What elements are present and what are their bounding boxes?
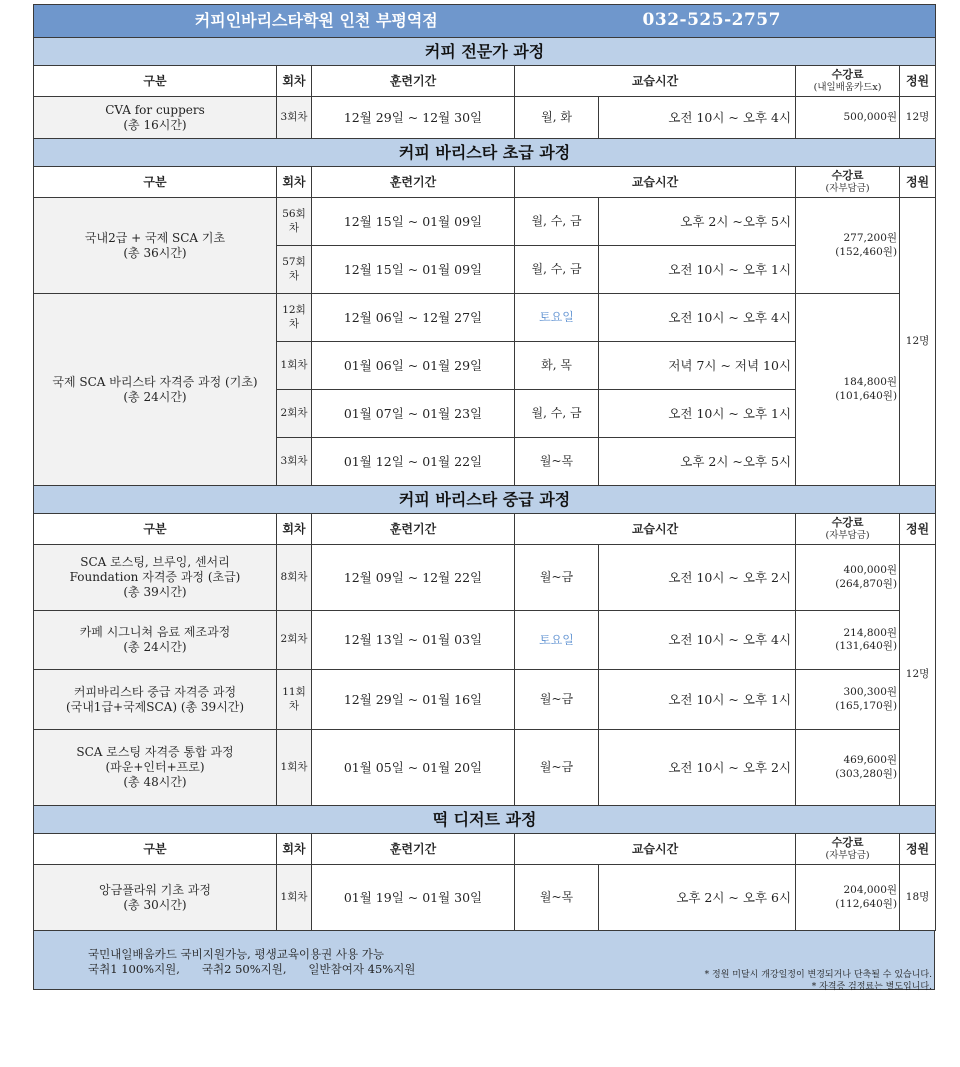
course-name-line: SCA 로스팅 자격증 통합 과정 — [76, 745, 234, 759]
column-header-row — [34, 834, 936, 865]
course-name-line: 카페 시그니쳐 음료 제조과정 — [79, 625, 231, 639]
course-hours: (총 39시간) — [123, 585, 187, 599]
capacity-cell: 12명 — [900, 198, 936, 486]
period-cell: 01월 05일 ~ 01월 20일 — [312, 730, 515, 806]
phone-number: 032-525-2757 — [599, 5, 936, 38]
days-cell: 월, 화 — [515, 97, 599, 139]
col-round: 회차 — [277, 167, 312, 198]
fee-self-pay: (101,640원) — [835, 389, 898, 402]
fee-self-pay: (264,870원) — [835, 577, 898, 590]
col-category: 구분 — [34, 167, 277, 198]
col-time: 교습시간 — [515, 514, 796, 545]
course-hours: (국내1급+국제SCA) (총 39시간) — [65, 699, 245, 714]
table-row — [34, 198, 936, 246]
section-title: 커피 전문가 과정 — [34, 38, 936, 66]
section-title: 커피 바리스타 중급 과정 — [34, 486, 936, 514]
days-cell: 월, 수, 금 — [515, 198, 599, 246]
round-cell: 57회차 — [277, 246, 312, 294]
fee-amount: 300,300원 — [843, 686, 898, 699]
column-header-row — [34, 167, 936, 198]
days-cell: 화, 목 — [515, 342, 599, 390]
fee-amount: 277,200원 — [843, 232, 898, 245]
fee-cell — [796, 670, 900, 730]
course-name — [34, 611, 277, 670]
exam-fee-note: * 자격증 검정료는 별도입니다. — [811, 982, 932, 992]
footer-notice — [33, 931, 935, 990]
table-row — [34, 545, 936, 611]
time-cell: 오후 2시 ~오후 5시 — [599, 438, 796, 486]
fee-amount: 469,600원 — [843, 754, 898, 767]
col-round: 회차 — [277, 514, 312, 545]
course-schedule-sheet — [33, 4, 935, 990]
time-cell: 오후 2시 ~ 오후 6시 — [599, 865, 796, 931]
support-rates: 국취1 100%지원, 국취2 50%지원, 일반참여자 45%지원 — [88, 962, 416, 976]
section-rice-cake — [34, 806, 936, 834]
col-capacity: 정원 — [900, 514, 936, 545]
time-cell: 저녁 7시 ~ 저녁 10시 — [599, 342, 796, 390]
section-expert — [34, 38, 936, 66]
col-period: 훈련기간 — [312, 834, 515, 865]
col-fee — [796, 834, 900, 865]
period-cell: 12월 09일 ~ 12월 22일 — [312, 545, 515, 611]
course-name-line: 국내2급 + 국제 SCA 기초 — [84, 230, 226, 245]
time-cell: 오전 10시 ~ 오후 1시 — [599, 246, 796, 294]
course-name-line: Foundation 자격증 과정 (초급) — [69, 570, 241, 584]
period-cell: 12월 29일 ~ 12월 30일 — [312, 97, 515, 139]
col-fee — [796, 514, 900, 545]
course-name-line: CVA for cuppers — [105, 102, 205, 117]
course-name — [34, 730, 277, 806]
academy-title: 커피인바리스타학원 인천 부평역점 — [34, 5, 599, 38]
round-cell: 1회차 — [277, 730, 312, 806]
fee-cell — [796, 730, 900, 806]
course-name — [34, 545, 277, 611]
fee-amount: 400,000원 — [843, 564, 898, 577]
table-row — [34, 611, 936, 670]
table-row — [34, 97, 936, 139]
header-bar — [34, 5, 936, 38]
fee-self-pay: (303,280원) — [835, 767, 898, 780]
days-cell: 토요일 — [515, 294, 599, 342]
section-beginner — [34, 139, 936, 167]
capacity-cell: 12명 — [900, 545, 936, 806]
col-period: 훈련기간 — [312, 66, 515, 97]
course-name — [34, 865, 277, 931]
round-cell: 3회차 — [277, 438, 312, 486]
course-name — [34, 294, 277, 486]
col-category: 구분 — [34, 514, 277, 545]
col-time: 교습시간 — [515, 66, 796, 97]
table-row — [34, 294, 936, 342]
days-cell: 월~목 — [515, 438, 599, 486]
course-name-line: 커피바리스타 중급 자격증 과정 — [73, 684, 237, 699]
schedule-note: * 정원 미달시 개강일정이 변경되거나 단축될 수 있습니다. — [704, 970, 932, 980]
schedule-table — [33, 4, 936, 931]
support-info: 국민내일배움카드 국비지원가능, 평생교육이용권 사용 가능 — [88, 947, 384, 961]
table-row — [34, 670, 936, 730]
time-cell: 오전 10시 ~ 오후 1시 — [599, 390, 796, 438]
days-cell: 월, 수, 금 — [515, 246, 599, 294]
col-fee-label: 수강료 — [831, 68, 864, 82]
round-cell: 56회차 — [277, 198, 312, 246]
round-cell: 8회차 — [277, 545, 312, 611]
col-fee-sub: (자부담금) — [825, 529, 870, 541]
col-fee-sub: (내일배움카드x) — [813, 81, 882, 93]
period-cell: 01월 07일 ~ 01월 23일 — [312, 390, 515, 438]
section-title: 커피 바리스타 초급 과정 — [34, 139, 936, 167]
col-round: 회차 — [277, 834, 312, 865]
capacity-cell: 12명 — [900, 97, 936, 139]
course-name-line: SCA 로스팅, 브루잉, 센서리 — [80, 555, 230, 569]
course-name-line: 국제 SCA 바리스타 자격증 과정 (기초) — [52, 374, 258, 389]
days-cell: 토요일 — [515, 611, 599, 670]
col-capacity: 정원 — [900, 66, 936, 97]
table-row — [34, 730, 936, 806]
course-name — [34, 97, 277, 139]
fee-amount: 184,800원 — [843, 376, 898, 389]
days-cell: 월~목 — [515, 865, 599, 931]
capacity-cell: 18명 — [900, 865, 936, 931]
round-cell: 3회차 — [277, 97, 312, 139]
period-cell: 12월 15일 ~ 01월 09일 — [312, 198, 515, 246]
col-fee — [796, 66, 900, 97]
col-fee-sub: (자부담금) — [825, 849, 870, 861]
course-hours: (총 30시간) — [123, 897, 187, 912]
period-cell: 12월 06일 ~ 12월 27일 — [312, 294, 515, 342]
time-cell: 오전 10시 ~ 오후 2시 — [599, 730, 796, 806]
time-cell: 오전 10시 ~ 오후 4시 — [599, 97, 796, 139]
course-hours: (총 36시간) — [123, 245, 187, 260]
fee-amount: 214,800원 — [843, 626, 898, 639]
section-title: 떡 디저트 과정 — [34, 806, 936, 834]
round-cell: 1회차 — [277, 865, 312, 931]
col-period: 훈련기간 — [312, 514, 515, 545]
course-name-line: (파운+인터+프로) — [105, 760, 205, 774]
fee-cell — [796, 611, 900, 670]
time-cell: 오전 10시 ~ 오후 2시 — [599, 545, 796, 611]
period-cell: 01월 12일 ~ 01월 22일 — [312, 438, 515, 486]
col-fee-label: 수강료 — [831, 516, 864, 530]
time-cell: 오전 10시 ~ 오후 1시 — [599, 670, 796, 730]
col-fee-sub: (자부담금) — [825, 182, 870, 194]
fee-self-pay: (165,170원) — [835, 699, 898, 712]
column-header-row — [34, 514, 936, 545]
col-fee — [796, 167, 900, 198]
course-hours: (총 24시간) — [123, 640, 187, 654]
days-cell: 월~금 — [515, 730, 599, 806]
round-cell: 2회차 — [277, 390, 312, 438]
days-cell: 월~금 — [515, 670, 599, 730]
period-cell: 01월 19일 ~ 01월 30일 — [312, 865, 515, 931]
period-cell: 12월 15일 ~ 01월 09일 — [312, 246, 515, 294]
fee-cell — [796, 545, 900, 611]
col-time: 교습시간 — [515, 834, 796, 865]
fee-self-pay: (112,640원) — [835, 897, 898, 910]
time-cell: 오후 2시 ~오후 5시 — [599, 198, 796, 246]
round-cell: 11회차 — [277, 670, 312, 730]
time-cell: 오전 10시 ~ 오후 4시 — [599, 611, 796, 670]
fee-cell — [796, 294, 900, 486]
section-intermediate — [34, 486, 936, 514]
course-name — [34, 198, 277, 294]
col-category: 구분 — [34, 66, 277, 97]
round-cell: 2회차 — [277, 611, 312, 670]
period-cell: 01월 06일 ~ 01월 29일 — [312, 342, 515, 390]
table-row — [34, 865, 936, 931]
course-name-line: 앙금플라워 기초 과정 — [99, 882, 211, 897]
period-cell: 12월 13일 ~ 01월 03일 — [312, 611, 515, 670]
round-cell: 12회차 — [277, 294, 312, 342]
col-fee-label: 수강료 — [831, 836, 864, 850]
round-cell: 1회차 — [277, 342, 312, 390]
col-category: 구분 — [34, 834, 277, 865]
col-fee-label: 수강료 — [831, 169, 864, 183]
course-hours: (총 24시간) — [123, 389, 187, 404]
col-round: 회차 — [277, 66, 312, 97]
fee-cell — [796, 865, 900, 931]
course-name — [34, 670, 277, 730]
course-hours: (총 48시간) — [123, 775, 187, 789]
col-time: 교습시간 — [515, 167, 796, 198]
col-capacity: 정원 — [900, 167, 936, 198]
course-hours: (총 16시간) — [123, 117, 187, 132]
col-capacity: 정원 — [900, 834, 936, 865]
fee-self-pay: (152,460원) — [835, 245, 898, 258]
column-header-row — [34, 66, 936, 97]
days-cell: 월~금 — [515, 545, 599, 611]
fee-cell: 500,000원 — [796, 97, 900, 139]
fee-cell — [796, 198, 900, 294]
period-cell: 12월 29일 ~ 01월 16일 — [312, 670, 515, 730]
fee-self-pay: (131,640원) — [835, 640, 898, 652]
time-cell: 오전 10시 ~ 오후 4시 — [599, 294, 796, 342]
days-cell: 월, 수, 금 — [515, 390, 599, 438]
fee-amount: 204,000원 — [843, 884, 898, 897]
col-period: 훈련기간 — [312, 167, 515, 198]
